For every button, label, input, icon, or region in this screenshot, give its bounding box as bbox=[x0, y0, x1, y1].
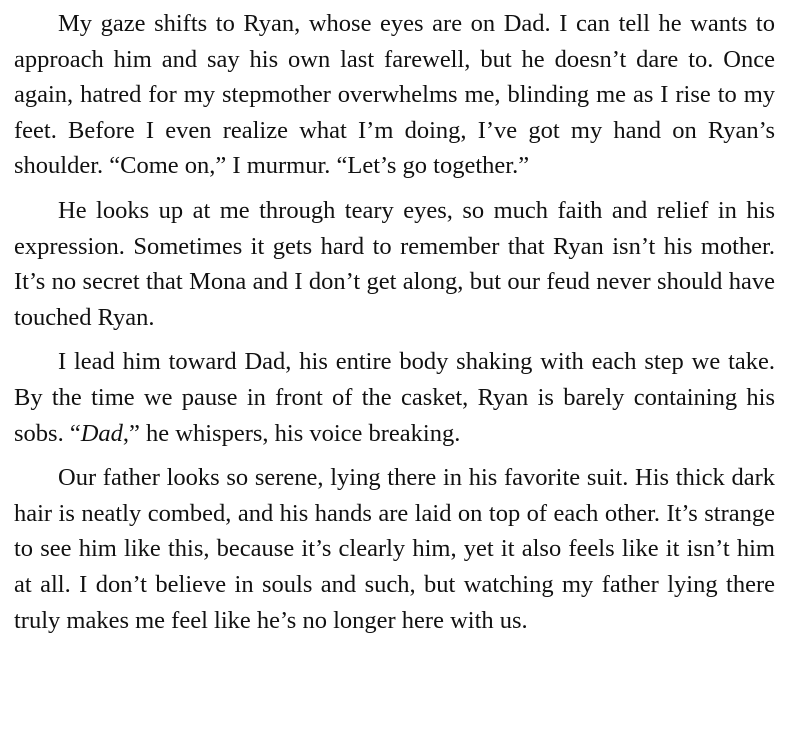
book-text-body bbox=[14, 6, 775, 638]
paragraph-3: I lead him toward Dad, his entire body shaking with each step we take. By the time we pause in front of the casket, Ryan is barely containing his sobs. “Dad,” he whispers, his voice breaking. bbox=[14, 348, 775, 447]
paragraph-2: He looks up at me through teary eyes, so much faith and relief in his expression. Sometimes it gets hard to remember that Ryan isn’t his mother. It’s no secret that Mona and I don’t get along, but our feud never should have touched Ryan. bbox=[14, 196, 775, 331]
emphasis-text: Dad bbox=[80, 419, 123, 447]
paragraph-4: Our father looks so serene, lying there in his favorite suit. His thick dark hair is neatly combed, and his hands are laid on top of each other. It’s strange to see him like this, because it’s clearly him, yet it also feels like it isn’t him at all. I don’t believe in souls and such, but watching my father lying there truly makes me feel like he’s no longer here with us. bbox=[14, 464, 775, 634]
paragraph-1: My gaze shifts to Ryan, whose eyes are on Dad. I can tell he wants to approach him and say his own last farewell, but he doesn’t dare to. Once again, hatred for my stepmother overwhelms me, blinding me as I rise to my feet. Before I even realize what I’m doing, I’ve got my hand on Ryan’s shoulder. “Come on,” I murmur. “Let’s go together.” bbox=[14, 10, 775, 180]
